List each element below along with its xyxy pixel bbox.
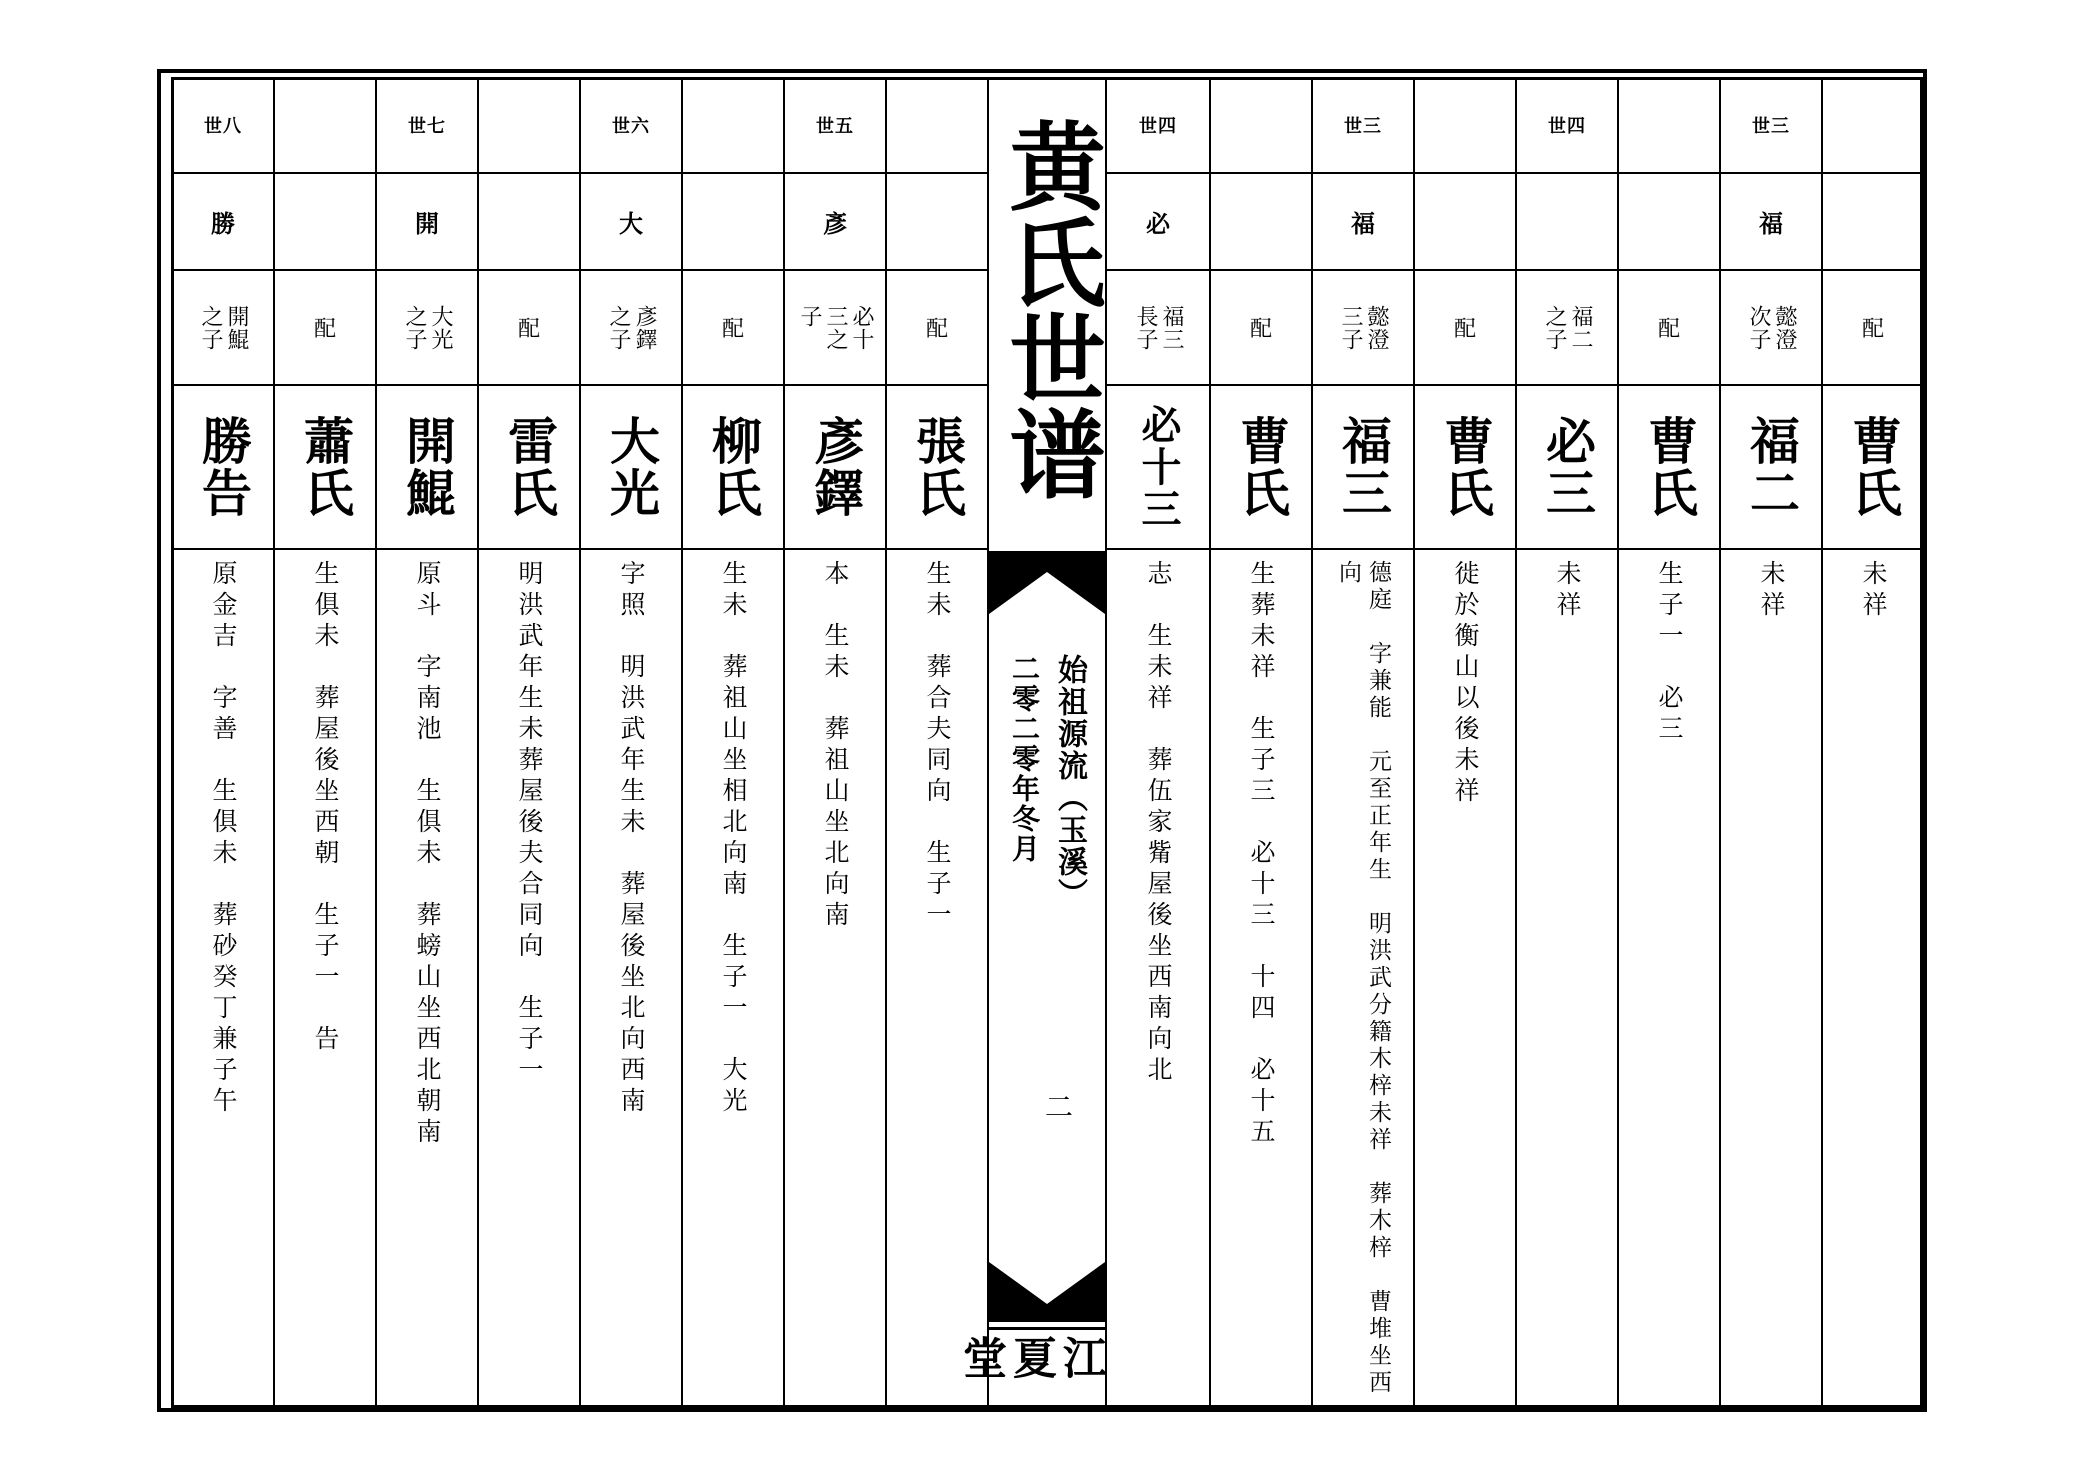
person-detail: 未祥 [1757,560,1786,622]
lineage-source: 始祖源流（玉溪） [1052,654,1087,910]
relation-note: 必十 三之 子 [797,304,874,351]
relation-note: 配 [1453,317,1476,342]
hall-name: 江夏堂 [955,1335,1106,1381]
column-right-7 [1821,77,1923,1408]
short-name: 大 [619,209,643,238]
genealogy-title: 黄氏世谱 [994,117,1107,501]
person-detail: 志 生未祥 葬伍家觜屋後坐西南向北 [1144,560,1173,1087]
person-detail: 生子一 必三 [1655,560,1684,746]
relation-note: 開鯤 之子 [198,304,249,351]
fish-tail-top-ornament [989,554,1105,614]
column-left-2 [375,77,477,1408]
column-left-3 [477,77,579,1408]
short-name: 勝 [211,209,235,238]
person-detail: 未祥 [1553,560,1582,622]
person-name: 彥鐸 [806,415,865,519]
column-left-4 [579,77,681,1408]
person-detail: 字照 明洪武年生未 葬屋後坐北向西南 [617,560,646,1118]
column-right-3 [1413,77,1515,1408]
column-right-1 [1209,77,1311,1408]
column-right-0 [1107,77,1209,1408]
person-detail: 徙於衡山以後未祥 [1451,560,1480,808]
person-name: 曹氏 [1436,415,1495,519]
title-panel [989,77,1105,554]
column-left-5 [681,77,783,1408]
person-detail: 本 生未 葬祖山坐北向南 [821,560,850,932]
generation-label: 世四 [1139,115,1177,137]
generation-label: 世七 [408,115,446,137]
person-name: 福二 [1742,415,1801,519]
person-name: 雷氏 [500,415,559,519]
short-name: 開 [415,209,439,238]
person-name: 必十三 [1135,404,1182,530]
generation-label: 世五 [816,115,854,137]
relation-note: 配 [1861,317,1884,342]
column-left-0 [171,77,273,1408]
person-detail: 德庭 字兼能 元至正年生 明洪武分籍木梓未祥 葬木梓 曹堆坐西向 [1335,560,1391,1397]
person-detail: 未祥 [1859,560,1888,622]
person-name: 柳氏 [704,415,763,519]
relation-note: 配 [1657,317,1680,342]
relation-note: 配 [925,317,948,342]
person-name: 蕭氏 [296,415,355,519]
relation-note: 懿澄 次子 [1746,304,1797,351]
short-name: 福 [1759,209,1783,238]
person-name: 必三 [1538,415,1597,519]
person-detail: 生俱未 葬屋後坐西朝 生子一 告 [311,560,340,1056]
center-body [989,614,1105,1302]
column-left-6 [783,77,885,1408]
person-name: 福三 [1334,415,1393,519]
person-name: 勝告 [194,415,253,519]
person-name: 曹氏 [1640,415,1699,519]
fish-tail-bottom-ornament [989,1262,1105,1322]
column-left-1 [273,77,375,1408]
person-detail: 明洪武年生未葬屋後夫合同向 生子一 [515,560,544,1087]
generation-label: 世四 [1548,115,1586,137]
person-name: 曹氏 [1844,415,1903,519]
column-right-6 [1719,77,1821,1408]
relation-note: 彥鐸 之子 [606,304,657,351]
generation-label: 世三 [1344,115,1382,137]
person-name: 曹氏 [1232,415,1291,519]
short-name: 彥 [823,209,847,238]
relation-note: 大光 之子 [402,304,453,351]
column-right-4 [1515,77,1617,1408]
person-name: 開鯤 [398,415,457,519]
generation-label: 世三 [1752,115,1790,137]
person-detail: 生未 葬合夫同向 生子一 [923,560,952,932]
person-name: 張氏 [908,415,967,519]
column-right-2 [1311,77,1413,1408]
column-left-7 [885,77,987,1408]
person-detail: 原金吉 字善 生俱未 葬砂癸丁兼子午 [209,560,238,1118]
person-detail: 原斗 字南池 生俱未 葬螃山坐西北朝南 [413,560,442,1149]
person-detail: 生葬未祥 生子三 必十三 十四 必十五 [1247,560,1276,1149]
person-detail: 生未 葬祖山坐相北向南 生子一 大光 [719,560,748,1118]
generation-label: 世六 [612,115,650,137]
relation-note: 福三 長子 [1133,304,1184,351]
person-name: 大光 [602,415,661,519]
center-spine [955,77,1107,1408]
page-number: 二 [1041,1092,1074,1120]
relation-note: 配 [1249,317,1272,342]
compile-date: 二零二零年冬月 [1008,654,1041,864]
relation-note: 懿澄 三子 [1338,304,1389,351]
column-right-5 [1617,77,1719,1408]
relation-note: 福二 之子 [1542,304,1593,351]
short-name: 福 [1351,209,1375,238]
hall-divider [989,1327,1105,1330]
relation-note: 配 [517,317,540,342]
relation-note: 配 [721,317,744,342]
relation-note: 配 [313,317,336,342]
generation-label: 世八 [204,115,242,137]
short-name: 必 [1146,209,1170,238]
